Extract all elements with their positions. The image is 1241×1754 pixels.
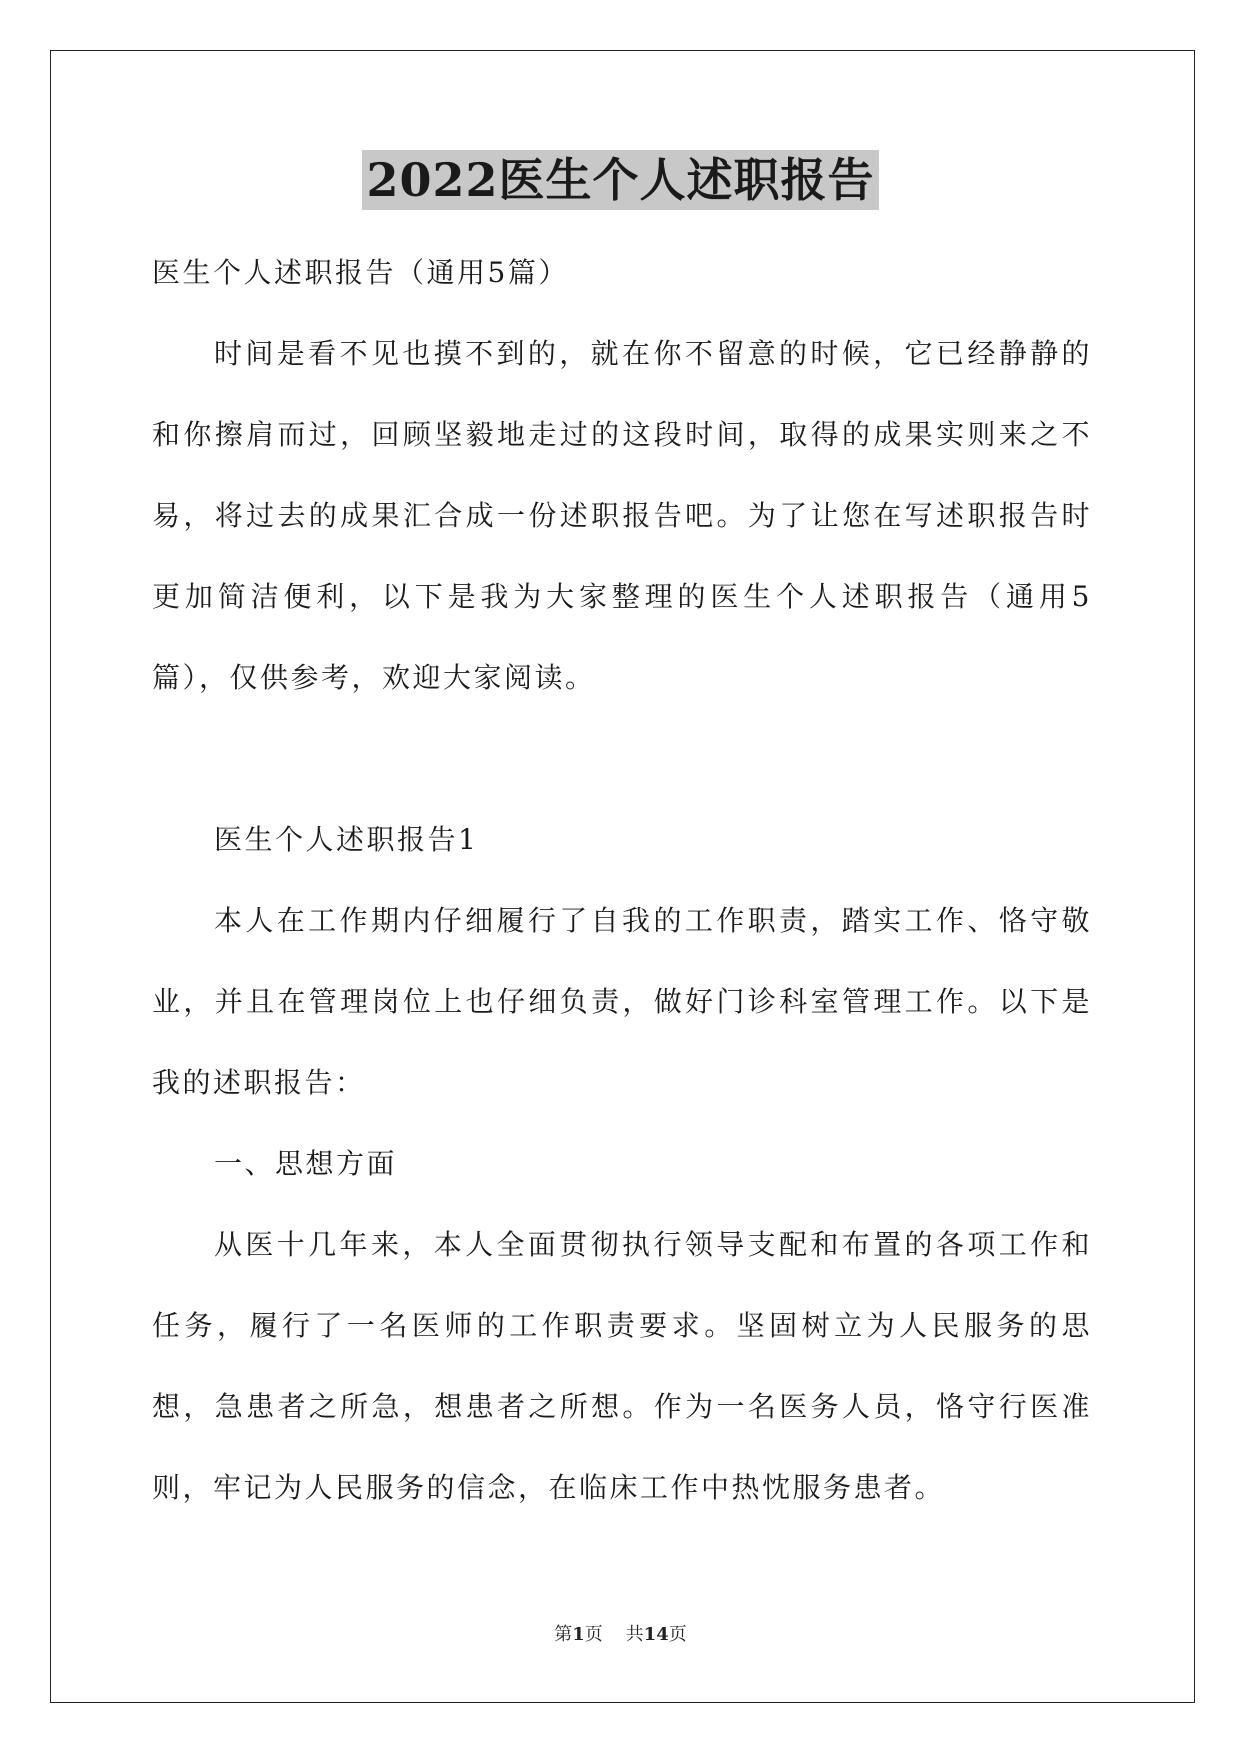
footer-page-number: 1 bbox=[572, 1624, 585, 1645]
footer-page-suffix: 页 bbox=[584, 1624, 603, 1645]
intro-paragraph: 时间是看不见也摸不到的，就在你不留意的时候，它已经静静的和你擦肩而过，回顾坚毅地走过的这段时间，取得的成果实则来之不易，将过去的成果汇合成一份述职报告吧。为了让您在写述职报告时更加简洁便利，以下是我为大家整理的医生个人述职报告（通用5篇），仅供参考，欢迎大家阅读。 bbox=[152, 337, 1092, 694]
subheading-thought: 一、思想方面 bbox=[214, 1147, 398, 1180]
footer-total-pages: 14 bbox=[643, 1624, 669, 1645]
paragraph-spacer bbox=[152, 718, 1092, 799]
document-title: 2022医生个人述职报告 bbox=[362, 150, 878, 210]
footer-prefix: 第 bbox=[554, 1624, 573, 1645]
document-subtitle: 医生个人述职报告（通用5篇） bbox=[152, 256, 569, 289]
footer-total-prefix: 共 bbox=[625, 1624, 644, 1645]
body-paragraph-2: 从医十几年来，本人全面贯彻执行领导支配和布置的各项工作和任务，履行了一名医师的工作职责要求。坚固树立为人民服务的思想，急患者之所急，想患者之所想。作为一名医务人员，恪守行医准则，牢记为人民服务的信念，在临床工作中热忱服务患者。 bbox=[152, 1228, 1092, 1504]
document-body bbox=[152, 232, 1092, 1528]
page-footer bbox=[0, 1620, 1241, 1646]
footer-total-suffix: 页 bbox=[668, 1624, 687, 1645]
title-container bbox=[0, 150, 1241, 210]
body-paragraph-1: 本人在工作期内仔细履行了自我的工作职责，踏实工作、恪守敬业，并且在管理岗位上也仔细负责，做好门诊科室管理工作。以下是我的述职报告： bbox=[152, 904, 1092, 1099]
section-heading: 医生个人述职报告1 bbox=[214, 823, 479, 856]
